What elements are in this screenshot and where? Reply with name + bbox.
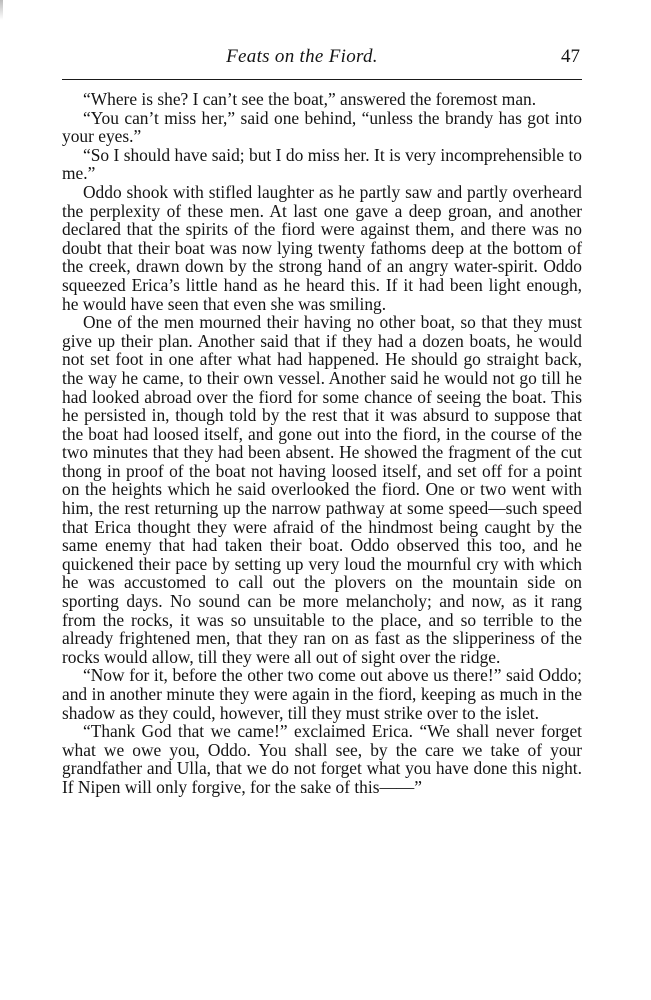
running-head <box>62 44 582 74</box>
page-edge-mark <box>0 0 3 20</box>
paragraph: Oddo shook with stifled laughter as he partly saw and partly overheard the perplexity of these men. At last one gave a deep groan, and another declared that the spirits of the fiord were against them, and there was no doubt that their boat was now lying twenty fathoms deep at the bottom of the creek, drawn down by the strong hand of an angry water-spirit. Oddo squeezed Erica’s little hand as he heard this. If it had been light enough, he would have seen that even she was smiling. <box>62 181 582 314</box>
paragraph: One of the men mourned their having no other boat, so that they must give up their plan. Another said that if they had a dozen boats, he would not set foot in one after what had happened. He should go straight back, the way he came, to their own vessel. Another said he would not go till he had looked abroad over the fiord for some chance of seeing the boat. This he persisted in, though told by the rest that it was absurd to suppose that the boat had loosed itself, and gone out into the fiord, in the course of the two minutes that they had been absent. He showed the fragment of the cut thong in proof of the boat not having loosed itself, and set off for a point on the heights which he said overlooked the fiord. One or two went with him, the rest returning up the narrow pathway at some speed—such speed that Erica thought they were afraid of the hindmost being caught by the same enemy that had taken their boat. Oddo observed this too, and he quickened their pace by setting up very loud the mournful cry with which he was accustomed to call out the plovers on the mountain side on sporting days. No sound can be more melancholy; and now, as it rang from the rocks, it was so unsuitable to the place, and so terrible to the already frightened men, that they ran on as fast as the slipperiness of the rocks would allow, till they were all out of sight over the ridge. <box>62 312 582 667</box>
paragraph: “Now for it, before the other two come out above us there!” said Oddo; and in another minute they were again in the fiord, keeping as much in the shadow as they could, however, till they must strike over to the islet. <box>62 665 582 723</box>
paragraph: “You can’t miss her,” said one behind, “unless the brandy has got into your eyes.” <box>62 107 582 147</box>
paragraph: “So I should have said; but I do miss her. It is very incomprehensible to me.” <box>62 144 582 184</box>
page-number: 47 <box>561 46 580 67</box>
paragraph: “Thank God that we came!” exclaimed Erica. “We shall never forget what we owe you, Oddo. You shall see, by the care we take of your grandfather and Ulla, that we do not forget what you have done this night. If Nipen will only forgive, for the sake of this——” <box>62 721 582 797</box>
body-text <box>62 90 582 797</box>
paragraph: “Where is she? I can’t see the boat,” answered the foremost man. <box>83 89 537 109</box>
running-title: Feats on the Fiord. <box>226 46 378 67</box>
header-rule <box>62 79 582 80</box>
